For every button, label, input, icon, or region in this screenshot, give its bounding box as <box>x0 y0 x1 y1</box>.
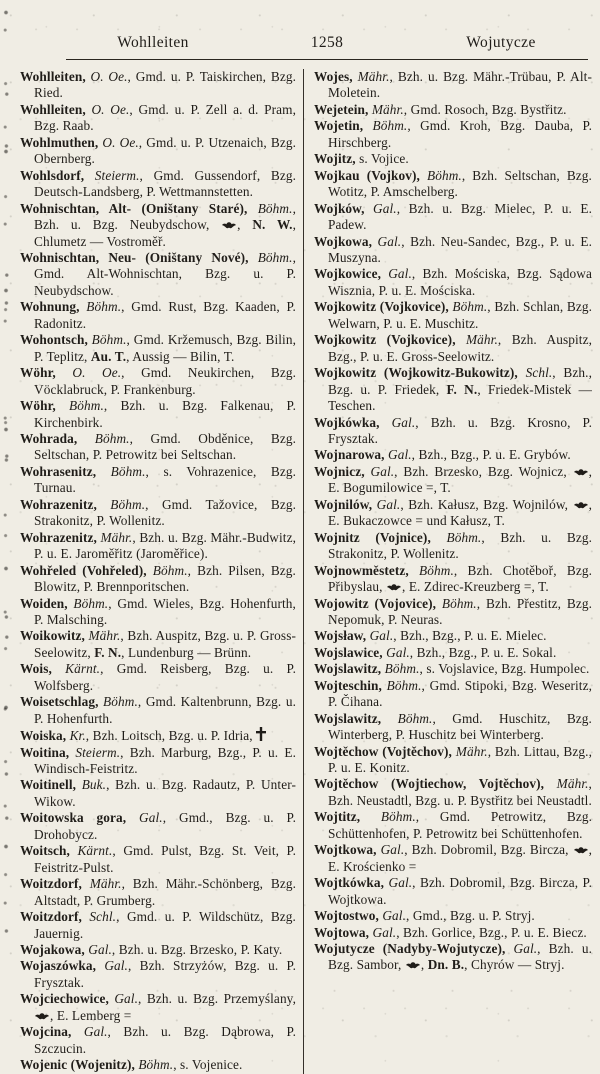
entry-text: , Gmd. Huschitz, Bzg. Winterberg, P. Huschitz bei Winterberg. <box>328 710 592 743</box>
column-right <box>303 69 592 1074</box>
entry-region-abbrev: Gal. <box>366 628 394 644</box>
entry-text: , Bzh. u. Bzg. Mähr.-Trübau, P. Alt-Moletein. <box>328 69 592 101</box>
entry <box>20 332 296 365</box>
entry-text-bold: Wohlleiten, <box>20 101 86 117</box>
text-columns <box>14 69 592 1074</box>
entry <box>314 168 592 201</box>
entry-text-bold: Woiska, <box>20 728 67 744</box>
entry-text: , Gmd. Rust, Bzg. Kaaden, P. Radonitz. <box>34 299 296 331</box>
entry-text-bold: Wohnischtan, Alt- (Oništany Staré), <box>20 200 248 216</box>
entry-text-bold: Wojkówka, <box>314 414 380 430</box>
railway-icon <box>386 583 402 592</box>
entry-text-bold: Woitina, <box>20 744 70 760</box>
entry <box>20 135 296 168</box>
entry-text: , Gmd. Stipoki, Bzg. Weseritz, P. Čihana. <box>328 677 592 710</box>
entry-text: , E. Krościenko = <box>328 842 593 874</box>
railway-icon <box>573 501 589 510</box>
entry-text-bold: Au. T. <box>90 348 127 364</box>
entry-text: , Gmd. Tažovice, Bzg. Strakonitz, P. Wollenitz. <box>34 496 296 529</box>
entry <box>20 745 296 778</box>
entry <box>314 365 592 414</box>
entry-text: , Bzh. Neu-Sandec, Bzg., P. u. E. Muszyna. <box>328 233 592 265</box>
entry-text-bold: Wojakowa, <box>20 942 85 958</box>
entry-text-bold: Wohřeled (Vohřeled), <box>20 562 147 578</box>
entry-region-abbrev: Gal. <box>71 1024 108 1040</box>
entry-text: , Bzh. Přestitz, Bzg. Nepomuk, P. Neuras. <box>328 595 592 627</box>
entry <box>314 941 592 974</box>
entry <box>314 151 592 167</box>
entry <box>314 744 592 777</box>
entry-region-abbrev: Böhm. <box>79 299 122 315</box>
entry-region-abbrev: Böhm. <box>96 496 146 512</box>
entry <box>314 464 592 497</box>
entry-region-abbrev: Mähr. <box>455 332 498 348</box>
entry-text: , Chlumetz — Vostroměř. <box>34 217 296 249</box>
entry <box>20 810 296 843</box>
entry <box>20 843 296 876</box>
entry-region-abbrev: Böhm. <box>248 249 293 265</box>
entry <box>314 234 592 267</box>
entry <box>20 1024 296 1057</box>
entry-text-bold: Wojkowice, <box>314 266 382 282</box>
entry-region-abbrev: Böhm. <box>430 529 482 545</box>
entry-text: , Gmd., Bzg. u. P. Drohobycz. <box>34 810 297 842</box>
running-head-right: Wojutycze <box>466 34 536 51</box>
entry-text-bold: Wohlleiten, <box>20 69 86 84</box>
entry-text-bold: Wojtostwo, <box>314 908 379 924</box>
entry-text-bold: Wojtěchow (Vojtěchov), <box>314 743 452 759</box>
entry-text: , E. Zdirec-Kreuzberg =, T. <box>401 579 549 595</box>
entry-text-bold: Wojnowměstetz, <box>314 562 409 578</box>
entry-region-abbrev: Kärnt. <box>69 843 113 859</box>
entry-region-abbrev: Mähr. <box>84 628 121 644</box>
entry-text: , Gmd. Pulst, Bzg. St. Veit, P. Feistritz-Pulst. <box>34 843 296 875</box>
entry-region-abbrev: Steierm. <box>69 744 121 760</box>
entry-text: , Lundenburg — Brünn. <box>121 644 252 660</box>
entry-region-abbrev: Mähr. <box>352 69 390 84</box>
entry-text: , Bzh. Schlan, Bzg. Welwarn, P. u. E. Muschitz. <box>328 299 593 331</box>
entry-text-bold: Wojcina, <box>20 1024 72 1040</box>
entry-text-bold: Wojslawitz, <box>314 661 382 677</box>
entry <box>20 727 296 744</box>
entry-text-bold: Wojciechowice, <box>20 991 109 1007</box>
entry-region-abbrev: Böhm. <box>381 677 422 693</box>
entry-region-abbrev: Böhm. <box>381 710 433 726</box>
entry-text-bold: Wojaszówka, <box>20 958 97 974</box>
entry <box>20 628 296 661</box>
entry-text-bold: Woiden, <box>20 595 68 611</box>
entry-text: , Gmd. u. P. Wildschütz, Bzg. Jauernig. <box>34 909 296 941</box>
entry-text: , E. Bukaczowce = und Kałusz, T. <box>328 496 592 529</box>
entry-text: , Bzh. u. Bzg. Neubydschow, <box>34 200 296 233</box>
entry-region-abbrev: Gal. <box>384 447 412 463</box>
entry <box>314 661 592 677</box>
entry-region-abbrev: Gal. <box>376 842 405 858</box>
railway-icon <box>405 961 421 970</box>
entry-region-abbrev: Gal. <box>505 941 538 957</box>
entry-text: , Chyrów — Stryj. <box>464 957 565 973</box>
railway-icon <box>221 221 237 230</box>
entry-region-abbrev: Gal. <box>382 644 410 660</box>
entry-region-abbrev: Mähr. <box>544 776 589 792</box>
entry-text-bold: Woitzdorf, <box>20 909 82 925</box>
entry <box>20 530 296 563</box>
entry-text: , Gmd. Kroh, Bzg. Dauba, P. Hirschberg. <box>328 118 592 150</box>
entry-text-bold: Woitowska gora, <box>20 810 127 826</box>
entry <box>20 596 296 629</box>
entry-text-bold: Wojnilów, <box>314 496 373 512</box>
entry-text: , Gmd. Kaltenbrunn, Bzg. u. P. Hohenfurth. <box>34 694 296 726</box>
railway-icon <box>573 468 589 477</box>
entry <box>20 694 296 727</box>
entry-text: , Bzh. Littau, Bzg., P. u. E. Konitz. <box>328 743 592 776</box>
running-head-left: Wohlleiten <box>117 34 189 51</box>
entry <box>314 776 592 809</box>
entry-region-abbrev: Mähr. <box>96 529 133 545</box>
railway-icon <box>573 846 589 855</box>
entry-region-abbrev: Steierm. <box>84 167 140 183</box>
entry-text-bold: F. N. <box>446 381 478 397</box>
entry <box>20 365 296 398</box>
entry-region-abbrev: Böhm. <box>419 167 462 183</box>
entry <box>20 909 296 942</box>
entry <box>314 809 592 842</box>
entry-region-abbrev: Gal. <box>96 958 128 974</box>
entry-text-bold: Wojslawitz, <box>314 710 382 726</box>
entry-text: , Gmd. Obděnice, Bzg. Seltschan, P. Petrowitz bei Seltschan. <box>34 430 296 463</box>
entry-region-abbrev: Gal. <box>372 496 401 512</box>
entry-text-bold: Wojtowa, <box>314 924 370 940</box>
entry-text-bold: Wojkau (Vojkov), <box>314 167 420 183</box>
entry <box>314 711 592 744</box>
entry-text: , Bzh. Marburg, Bzg., P. u. E. Windisch-Feistritz. <box>34 744 296 777</box>
entry-text: , Bzh. u. Bzg. Radautz, P. Unter-Wikow. <box>34 777 296 809</box>
entry-text: , Gmd. Petrowitz, Bzg. Schüttenhofen, P. Petrowitz bei Schüttenhofen. <box>328 809 592 841</box>
entry-region-abbrev: Gal. <box>108 991 139 1007</box>
entry-region-abbrev: Böhm. <box>381 661 420 677</box>
entry-text-bold: Wojsław, <box>314 628 367 644</box>
entry-region-abbrev: Gal. <box>384 875 413 891</box>
entry-text: , Bzh. Gorlice, Bzg., P. u. E. Biecz. <box>396 924 587 940</box>
entry-text-bold: Wöhr, <box>20 398 56 414</box>
entry-text: , Bzh. u. Bzg. Przemyślany, <box>138 991 296 1007</box>
entry <box>314 415 592 448</box>
entry-text-bold: Wojkowitz (Wojkowitz-Bukowitz), <box>314 365 518 381</box>
entry-text: , Bzh. Dobromil, Bzg. Bircza, <box>404 842 573 858</box>
entry <box>314 332 592 365</box>
entry-text: , Bzh. Pilsen, Bzg. Blowitz, P. Brennporitschen. <box>34 562 296 595</box>
entry <box>314 875 592 908</box>
entry <box>314 497 592 530</box>
entry-text-bold: Woikowitz, <box>20 628 85 644</box>
entry <box>314 266 592 299</box>
entry-text-bold: Wojslawice, <box>314 644 383 660</box>
entry <box>314 842 592 875</box>
entry <box>20 168 296 201</box>
entry-text-bold: Wohrazenitz, <box>20 529 97 545</box>
entry-text: , Gmd. Rosoch, Bzg. Bystřitz. <box>403 101 567 117</box>
entry-region-abbrev: Böhm. <box>363 118 408 134</box>
entry-region-abbrev: Gal. <box>378 908 406 924</box>
entry <box>20 250 296 299</box>
entry <box>20 464 296 497</box>
entry <box>314 447 592 463</box>
entry-text-bold: Wojes, <box>314 69 353 84</box>
entry-region-abbrev: Kr. <box>66 728 86 744</box>
entry-text-bold: F. N. <box>94 644 122 660</box>
entry <box>20 876 296 909</box>
entry-text: , Aussig — Bilin, T. <box>126 348 235 364</box>
entry-text: , Bzh., Bzg., P. u. E. Grybów. <box>411 447 571 463</box>
entry-text: , Gmd. u. P. Zell a. d. Pram, Bzg. Raab. <box>34 101 296 134</box>
entry-text-bold: Wöhr, <box>20 365 56 381</box>
entry <box>20 563 296 596</box>
entry-text: , Bzh., Bzg., P. u. E. Sokal. <box>409 644 557 660</box>
entry-text-bold: Wohlsdorf, <box>20 167 85 183</box>
entry-region-abbrev: O. Oe. <box>85 101 130 117</box>
column-left <box>14 69 303 1074</box>
entry-text: , Bzh. u. Bzg. Falkenau, P. Kirchenbirk. <box>34 398 296 430</box>
entry-text-bold: Wojnitz (Vojnice), <box>314 529 431 545</box>
entry-region-abbrev: Schl. <box>517 365 553 381</box>
page-number: 1258 <box>310 34 344 51</box>
entry-text: , Bzh. u. Bzg. Strakonitz, P. Wollenitz. <box>328 529 593 562</box>
entry-text-bold: Wohontsch, <box>20 332 88 348</box>
entry-region-abbrev: Schl. <box>81 909 117 925</box>
entry <box>20 398 296 431</box>
cross-icon <box>256 727 266 741</box>
entry-text-bold: Wojtitz, <box>314 809 361 825</box>
entry-text-bold: Woisetschlag, <box>20 694 99 710</box>
entry-text: , <box>420 957 428 973</box>
entry <box>20 201 296 250</box>
entry-text: , Gmd. u. P. Taiskirchen, Bzg. Ried. <box>34 69 296 101</box>
entry-text-bold: Wohlmuthen, <box>20 134 99 150</box>
entry-text: , Bzh. u. Bzg. Brzesko, P. Katy. <box>111 942 283 958</box>
entry <box>20 69 296 102</box>
entry-text: , Bzh. u. Bzg. Krosno, P. Frysztak. <box>328 414 593 446</box>
entry-region-abbrev: Böhm. <box>134 1057 174 1073</box>
entry-text: s. Vojice. <box>355 151 409 167</box>
entry-text: , Gmd. Alt-Wohnischtan, Bzg. u. P. Neubydschow. <box>34 249 296 298</box>
entry-region-abbrev: Gal. <box>372 233 402 249</box>
entry-text-bold: Wojnicz, <box>314 463 365 479</box>
entry-text: , Bzh. u. Bzg. Sambor, <box>328 941 592 973</box>
entry-text: , Bzh. Auspitz, Bzg. u. P. Gross-Seelowitz, <box>34 628 296 660</box>
entry-text-bold: Wojutycze (Nadyby-Wojutycze), <box>314 941 506 957</box>
entry-text: , Bzh. Dobromil, Bzg. Bircza, P. Wojtkowa. <box>328 875 592 907</box>
entry-region-abbrev: O. Oe. <box>55 365 122 381</box>
entry-text: , s. Vojslavice, Bzg. Humpolec. <box>419 661 590 677</box>
entry-text-bold: Wojtkowa, <box>314 842 377 858</box>
entry <box>314 201 592 234</box>
entry-text: , Bzh. Mościska, Bzg. Sądowa Wisznia, P. u. E. Mościska. <box>328 266 592 298</box>
entry-text-bold: Wohnischtan, Neu- (Oništany Nové), <box>20 249 249 265</box>
entry-text-bold: Wohrada, <box>20 430 78 446</box>
entry-text-bold: Wojkowitz (Vojkovice), <box>314 332 456 348</box>
entry <box>314 596 592 629</box>
entry-region-abbrev: Böhm. <box>67 595 109 611</box>
entry-text-bold: Wojteschin, <box>314 677 382 693</box>
entry-text-bold: Wohnung, <box>20 299 80 315</box>
entry-text-bold: Wohrazenitz, <box>20 496 97 512</box>
entry-region-abbrev: Mähr. <box>81 876 122 892</box>
entry-text: , Bzh. Brzesko, Bzg. Wojnicz, <box>394 463 573 479</box>
entry-text-bold: Wojetin, <box>314 118 364 134</box>
entry <box>314 563 592 596</box>
entry-region-abbrev: Böhm. <box>98 694 138 710</box>
entry <box>20 661 296 694</box>
entry-region-abbrev: Kärnt. <box>51 661 101 677</box>
running-header <box>66 34 588 60</box>
entry-text: , Gmd. Wieles, Bzg. Hohenfurth, P. Malsching. <box>34 595 296 627</box>
entry-region-abbrev: Mähr. <box>451 743 488 759</box>
entry-region-abbrev: Gal. <box>364 200 397 216</box>
entry-text: , Bzh. Seltschan, Bzg. Wotitz, P. Amschelberg. <box>328 167 592 200</box>
entry-region-abbrev: Böhm. <box>87 332 127 348</box>
entry <box>20 942 296 958</box>
entry <box>20 777 296 810</box>
entry-region-abbrev: Gal. <box>379 414 416 430</box>
entry-region-abbrev: Böhm. <box>146 562 188 578</box>
entry-text: , Bzh. Kałusz, Bzg. Wojnilów, <box>400 496 573 512</box>
entry-region-abbrev: Gal. <box>381 266 412 282</box>
entry <box>314 628 592 644</box>
entry <box>20 497 296 530</box>
entry-region-abbrev: Böhm. <box>77 430 130 446</box>
entry-text: , Gmd. Kržemusch, Bzg. Bilin, P. Teplitz, <box>34 332 296 364</box>
entry-text-bold: Woitsch, <box>20 843 70 859</box>
entry-text: , Gmd. u. P. Utzenaich, Bzg. Obernberg. <box>34 134 296 167</box>
entry-region-abbrev: O. Oe. <box>85 69 128 84</box>
entry-text-bold: Wojowitz (Vojovice), <box>314 595 437 611</box>
entry-text: , Bzh. u. Bzg. Mähr.-Budwitz, P. u. E. Jaroměřitz (Jaroměřice). <box>34 529 297 562</box>
entry-text: , E. Bogumilowice =, T. <box>328 463 593 496</box>
entry-text: , Gmd., Bzg. u. P. Stryj. <box>406 908 535 924</box>
entry <box>314 645 592 661</box>
entry-region-abbrev: Böhm. <box>448 299 488 315</box>
entry-region-abbrev: Böhm. <box>436 595 477 611</box>
entry-text: , E. Lemberg = <box>50 1007 132 1023</box>
entry-text-bold: Wojenic (Wojenitz), <box>20 1057 135 1073</box>
entry-text: , s. Vojenice. <box>173 1057 243 1073</box>
entry <box>314 102 592 118</box>
entry-text: , Bzh., Bzg. u. P. Friedek, <box>328 365 592 397</box>
entry <box>314 678 592 711</box>
entry-text: , Bzh. Strzyżów, Bzg. u. P. Frysztak. <box>34 958 296 990</box>
entry-text-bold: Woitinell, <box>20 777 77 793</box>
entry-text-bold: Wojtěchow (Wojtiechow, Vojtěchov), <box>314 776 545 792</box>
entry-text: , Bzh. Auspitz, Bzg., P. u. E. Gross-Seelowitz. <box>328 332 592 364</box>
entry <box>20 102 296 135</box>
entry-text-bold: Wojkowa, <box>314 233 373 249</box>
entry-text: , Bzh. u. Bzg. Mielec, P. u. E. Padew. <box>328 200 593 233</box>
entry-region-abbrev: Gal. <box>364 463 395 479</box>
entry-text: , Bzh., Bzg., P. u. E. Mielec. <box>393 628 547 644</box>
entry <box>20 431 296 464</box>
entry <box>20 1057 296 1073</box>
entry-text: , Gmd. Reisberg, Bzg. u. P. Wolfsberg. <box>34 661 297 693</box>
entry-region-abbrev: Mähr. <box>368 101 404 117</box>
entry-text: , Bzh. Chotěboř, Bzg. Přibyslau, <box>328 562 592 595</box>
entry-text-bold: N. W. <box>252 217 293 233</box>
entry-region-abbrev: O. Oe. <box>98 134 139 150</box>
entry-text-bold: Wojków, <box>314 200 365 216</box>
entry-text-bold: Wojitz, <box>314 151 356 167</box>
entry <box>20 299 296 332</box>
entry-region-abbrev: Buk. <box>76 777 107 793</box>
entry-region-abbrev: Böhm. <box>408 562 454 578</box>
entry <box>314 118 592 151</box>
entry <box>314 908 592 924</box>
entry-text-bold: Wohrasenitz, <box>20 463 97 479</box>
entry-region-abbrev: Gal. <box>84 942 112 958</box>
entry <box>314 69 592 102</box>
entry-text: , Gmd. Neukirchen, Bzg. Vöcklabruck, P. Frankenburg. <box>34 365 296 397</box>
entry <box>20 991 296 1024</box>
entry-region-abbrev: Böhm. <box>247 200 293 216</box>
entry-region-abbrev: Gal. <box>126 810 163 826</box>
entry-text: , s. Vohrazenice, Bzg. Turnau. <box>34 463 296 496</box>
entry-text: , Gmd. Gussendorf, Bzg. Deutsch-Landsberg, P. Wettmannstetten. <box>34 167 296 200</box>
entry-text: , Bzh. u. Bzg. Dąbrowa, P. Szczucin. <box>34 1024 296 1056</box>
entry-text-bold: Wojnarowa, <box>314 447 385 463</box>
railway-icon <box>34 1012 50 1021</box>
entry-text-bold: Dn. B. <box>427 957 465 973</box>
entry-text-bold: Woitzdorf, <box>20 876 82 892</box>
entry-text: , <box>237 217 253 233</box>
entry-region-abbrev: Böhm. <box>360 809 416 825</box>
entry-text: , Bzh. Mähr.-Schönberg, Bzg. Altstadt, P. Grumberg. <box>34 876 296 908</box>
entry-text: , Bzh. Neustadtl, Bzg. u. P. Bystřitz bei Neustadtl. <box>328 776 592 808</box>
entry-text: , Bzh. Loitsch, Bzg. u. P. Idria, <box>85 728 257 744</box>
entry-region-abbrev: Gal. <box>369 924 397 940</box>
entry-region-abbrev: Böhm. <box>96 463 146 479</box>
entry-text-bold: Wojtkówka, <box>314 875 385 891</box>
entry <box>314 530 592 563</box>
entry <box>314 925 592 941</box>
entry-text: , Friedek-Mistek — Teschen. <box>328 381 593 414</box>
entry-text-bold: Wejetein, <box>314 101 369 117</box>
entry <box>314 299 592 332</box>
entry-text-bold: Wois, <box>20 661 52 677</box>
entry-text-bold: Wojkowitz (Vojkovice), <box>314 299 449 315</box>
scan-edge-noise <box>2 0 10 975</box>
entry-region-abbrev: Böhm. <box>55 398 104 414</box>
